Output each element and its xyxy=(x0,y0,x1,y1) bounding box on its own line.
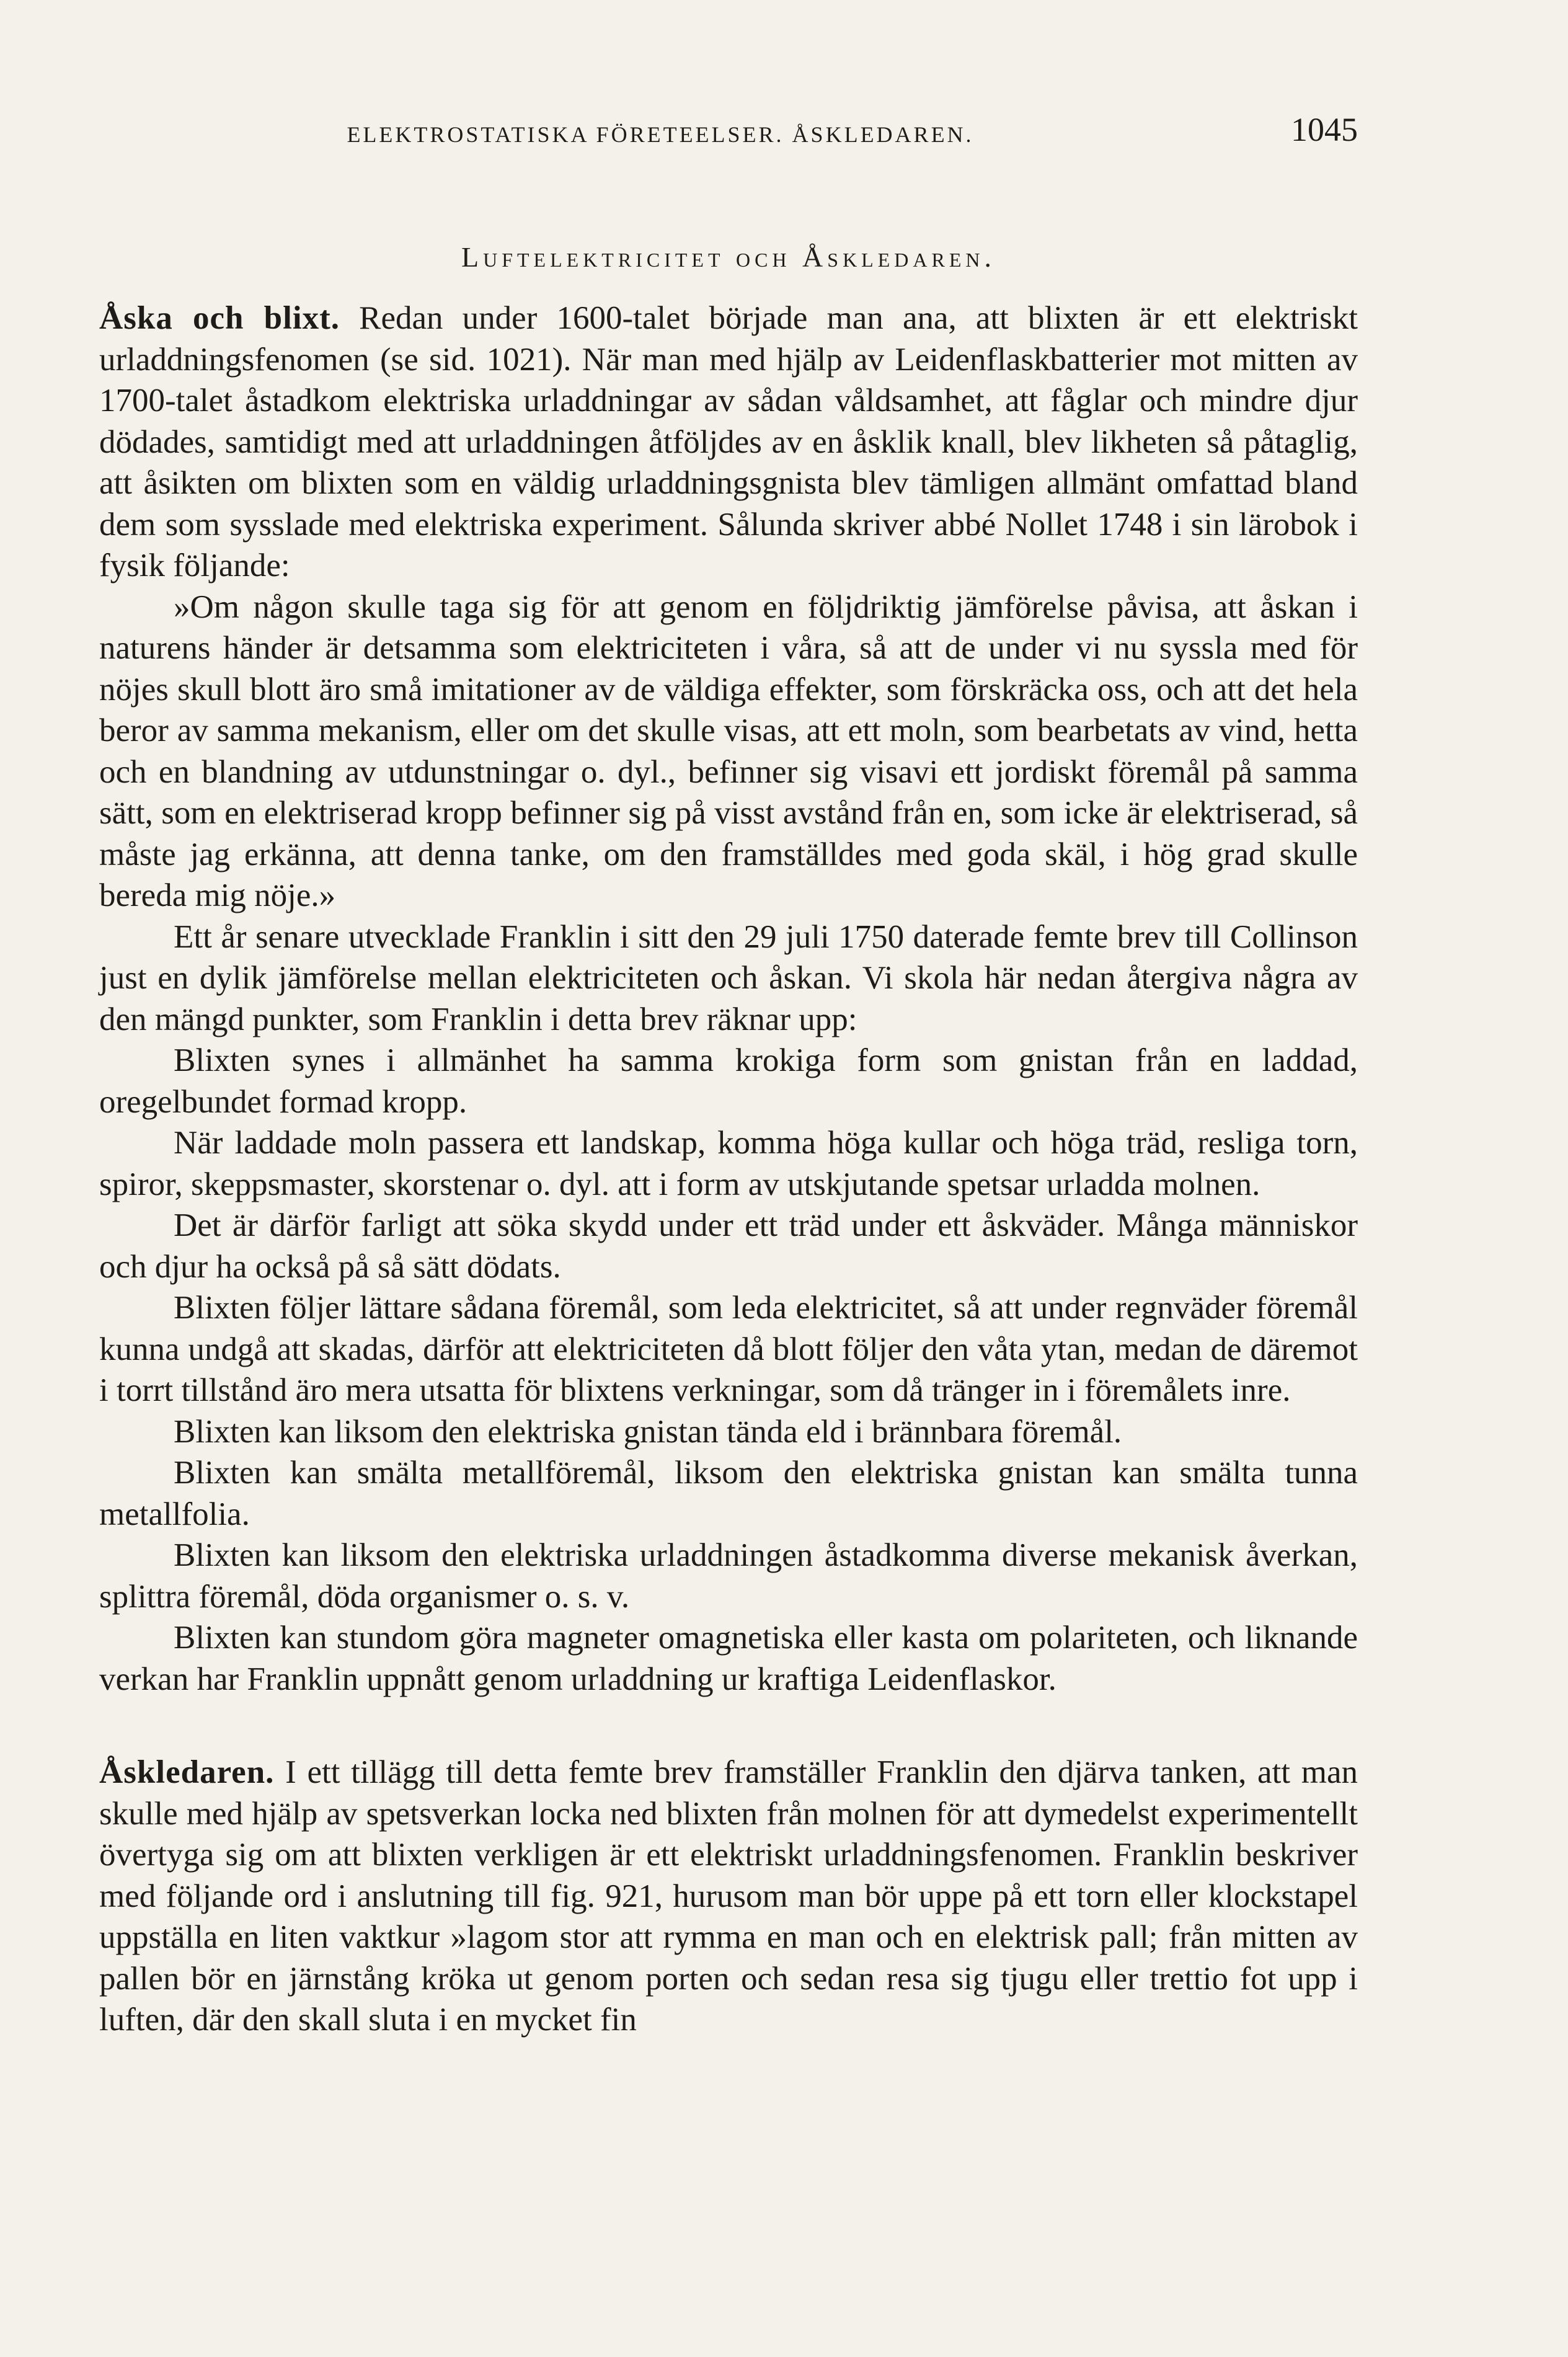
paragraph-point-4 xyxy=(99,1287,1358,1411)
paragraph-aska-och-blixt xyxy=(99,298,1358,587)
paragraph-point-7 xyxy=(99,1535,1358,1617)
paragraph-text: Det är därför farligt att söka skydd under ett träd under ett åskväder. Många människor och djur ha också på så sätt dödats. xyxy=(99,1207,1358,1285)
runin-heading: Åska och blixt. xyxy=(99,300,340,336)
paragraph-text: Blixten kan liksom den elektriska gnistan tända eld i brännbara föremål. xyxy=(174,1413,1122,1450)
paragraph-text: Blixten följer lättare sådana föremål, som leda elektricitet, så att under regnväder föremål kunna undgå att skadas, därför att elektriciteten då blott följer den våta ytan, medan de däremot i torrt tillstånd äro mera utsatta för blixtens verkningar, som då tränger in i föremålets inre. xyxy=(99,1290,1358,1408)
paragraph-text: »Om någon skulle taga sig för att genom en följdriktig jämförelse påvisa, att åskan i naturens händer är detsamma som elektriciteten i våra, så att de under vi nu syssla med för nöjes skull blott äro små imitationer av de väldiga effekter, som förskräcka oss, och att det hela beror av samma mekanism, eller om det skulle visas, att ett moln, som bearbetats av vind, hetta och en blandning av utdunstningar o. dyl., befinner sig visavi ett jordiskt föremål på samma sätt, som en elektriserad kropp befinner sig på visst avstånd från en, som icke är elektriserad, så måste jag erkänna, att denna tanke, om den framställdes med goda skäl, i hög grad skulle bereda mig nöje.» xyxy=(99,588,1358,913)
paragraph-text: I ett tillägg till detta femte brev framställer Franklin den djärva tanken, att man skulle med hjälp av spetsverkan locka ned blixten från molnen för att dymedelst experimentellt övertyga sig om att blixten verkligen är ett elektriskt urladdningsfenomen. Franklin beskriver med följande ord i anslutning till fig. 921, hurusom man bör uppe på ett torn eller klockstapel uppställa en liten vaktkur »lagom stor att rymma en man och en elektrisk pall; från mitten av pallen bör en järnstång kröka ut genom porten och sedan resa sig tjugu eller trettio fot upp i luften, där den skall sluta i en mycket fin xyxy=(99,1754,1358,2038)
paragraph-point-3 xyxy=(99,1205,1358,1287)
paragraph-text: Blixten kan liksom den elektriska urladdningen åstadkomma diverse mekanisk åverkan, splittra föremål, döda organismer o. s. v. xyxy=(99,1537,1358,1615)
section-title: Luftelektricitet och Åskledaren. xyxy=(461,241,996,273)
paragraph-text: Blixten kan smälta metallföremål, liksom den elektriska gnistan kan smälta tunna metallfolia. xyxy=(99,1455,1358,1532)
running-title: ELEKTROSTATISKA FÖRETEELSER. ÅSKLEDAREN. xyxy=(347,122,974,147)
paragraph-text: Redan under 1600-talet började man ana, att blixten är ett elektriskt urladdningsfenomen (se sid. 1021). När man med hjälp av Leidenflaskbatterier mot mitten av 1700-talet åstadkom elektriska urladdningar av sådan våldsamhet, att fåglar och mindre djur dödades, samtidigt med att urladdningen åtföljdes av en åsklik knall, blev likheten så påtaglig, att åsikten om blixten som en väldig urladdningsgnista blev tämligen allmänt omfattad bland dem som sysslade med elektriska experiment. Sålunda skriver abbé Nollet 1748 i sin lärobok i fysik följande: xyxy=(99,300,1358,584)
paragraph-askledaren xyxy=(99,1752,1358,2041)
paragraph-point-5 xyxy=(99,1411,1358,1453)
paragraph-point-8 xyxy=(99,1617,1358,1700)
paragraph-text: Blixten synes i allmänhet ha samma krokiga form som gnistan från en laddad, oregelbundet formad kropp. xyxy=(99,1042,1358,1120)
running-header xyxy=(99,110,1358,160)
paragraph-text: Ett år senare utvecklade Franklin i sitt den 29 juli 1750 daterade femte brev till Collinson just en dylik jämförelse mellan elektriciteten och åskan. Vi skola här nedan återgiva några av den mängd punkter, som Franklin i detta brev räknar upp: xyxy=(99,918,1358,1037)
paragraph-text: När laddade moln passera ett landskap, komma höga kullar och höga träd, resliga torn, spiror, skeppsmaster, skorstenar o. dyl. att i form av utskjutande spetsar urladda molnen. xyxy=(99,1125,1358,1202)
paragraph-text: Blixten kan stundom göra magneter omagnetiska eller kasta om polariteten, och liknande verkan har Franklin uppnått genom urladdning ur kraftiga Leidenflaskor. xyxy=(99,1620,1358,1697)
paragraph-franklin-intro xyxy=(99,917,1358,1041)
paragraph-point-2 xyxy=(99,1122,1358,1205)
runin-heading: Åskledaren. xyxy=(99,1754,275,1790)
paragraph-point-1 xyxy=(99,1040,1358,1122)
paragraph-nollet-quote xyxy=(99,587,1358,917)
paragraph-point-6 xyxy=(99,1452,1358,1535)
page-number: 1045 xyxy=(1291,111,1358,148)
body-text xyxy=(99,298,1358,2041)
